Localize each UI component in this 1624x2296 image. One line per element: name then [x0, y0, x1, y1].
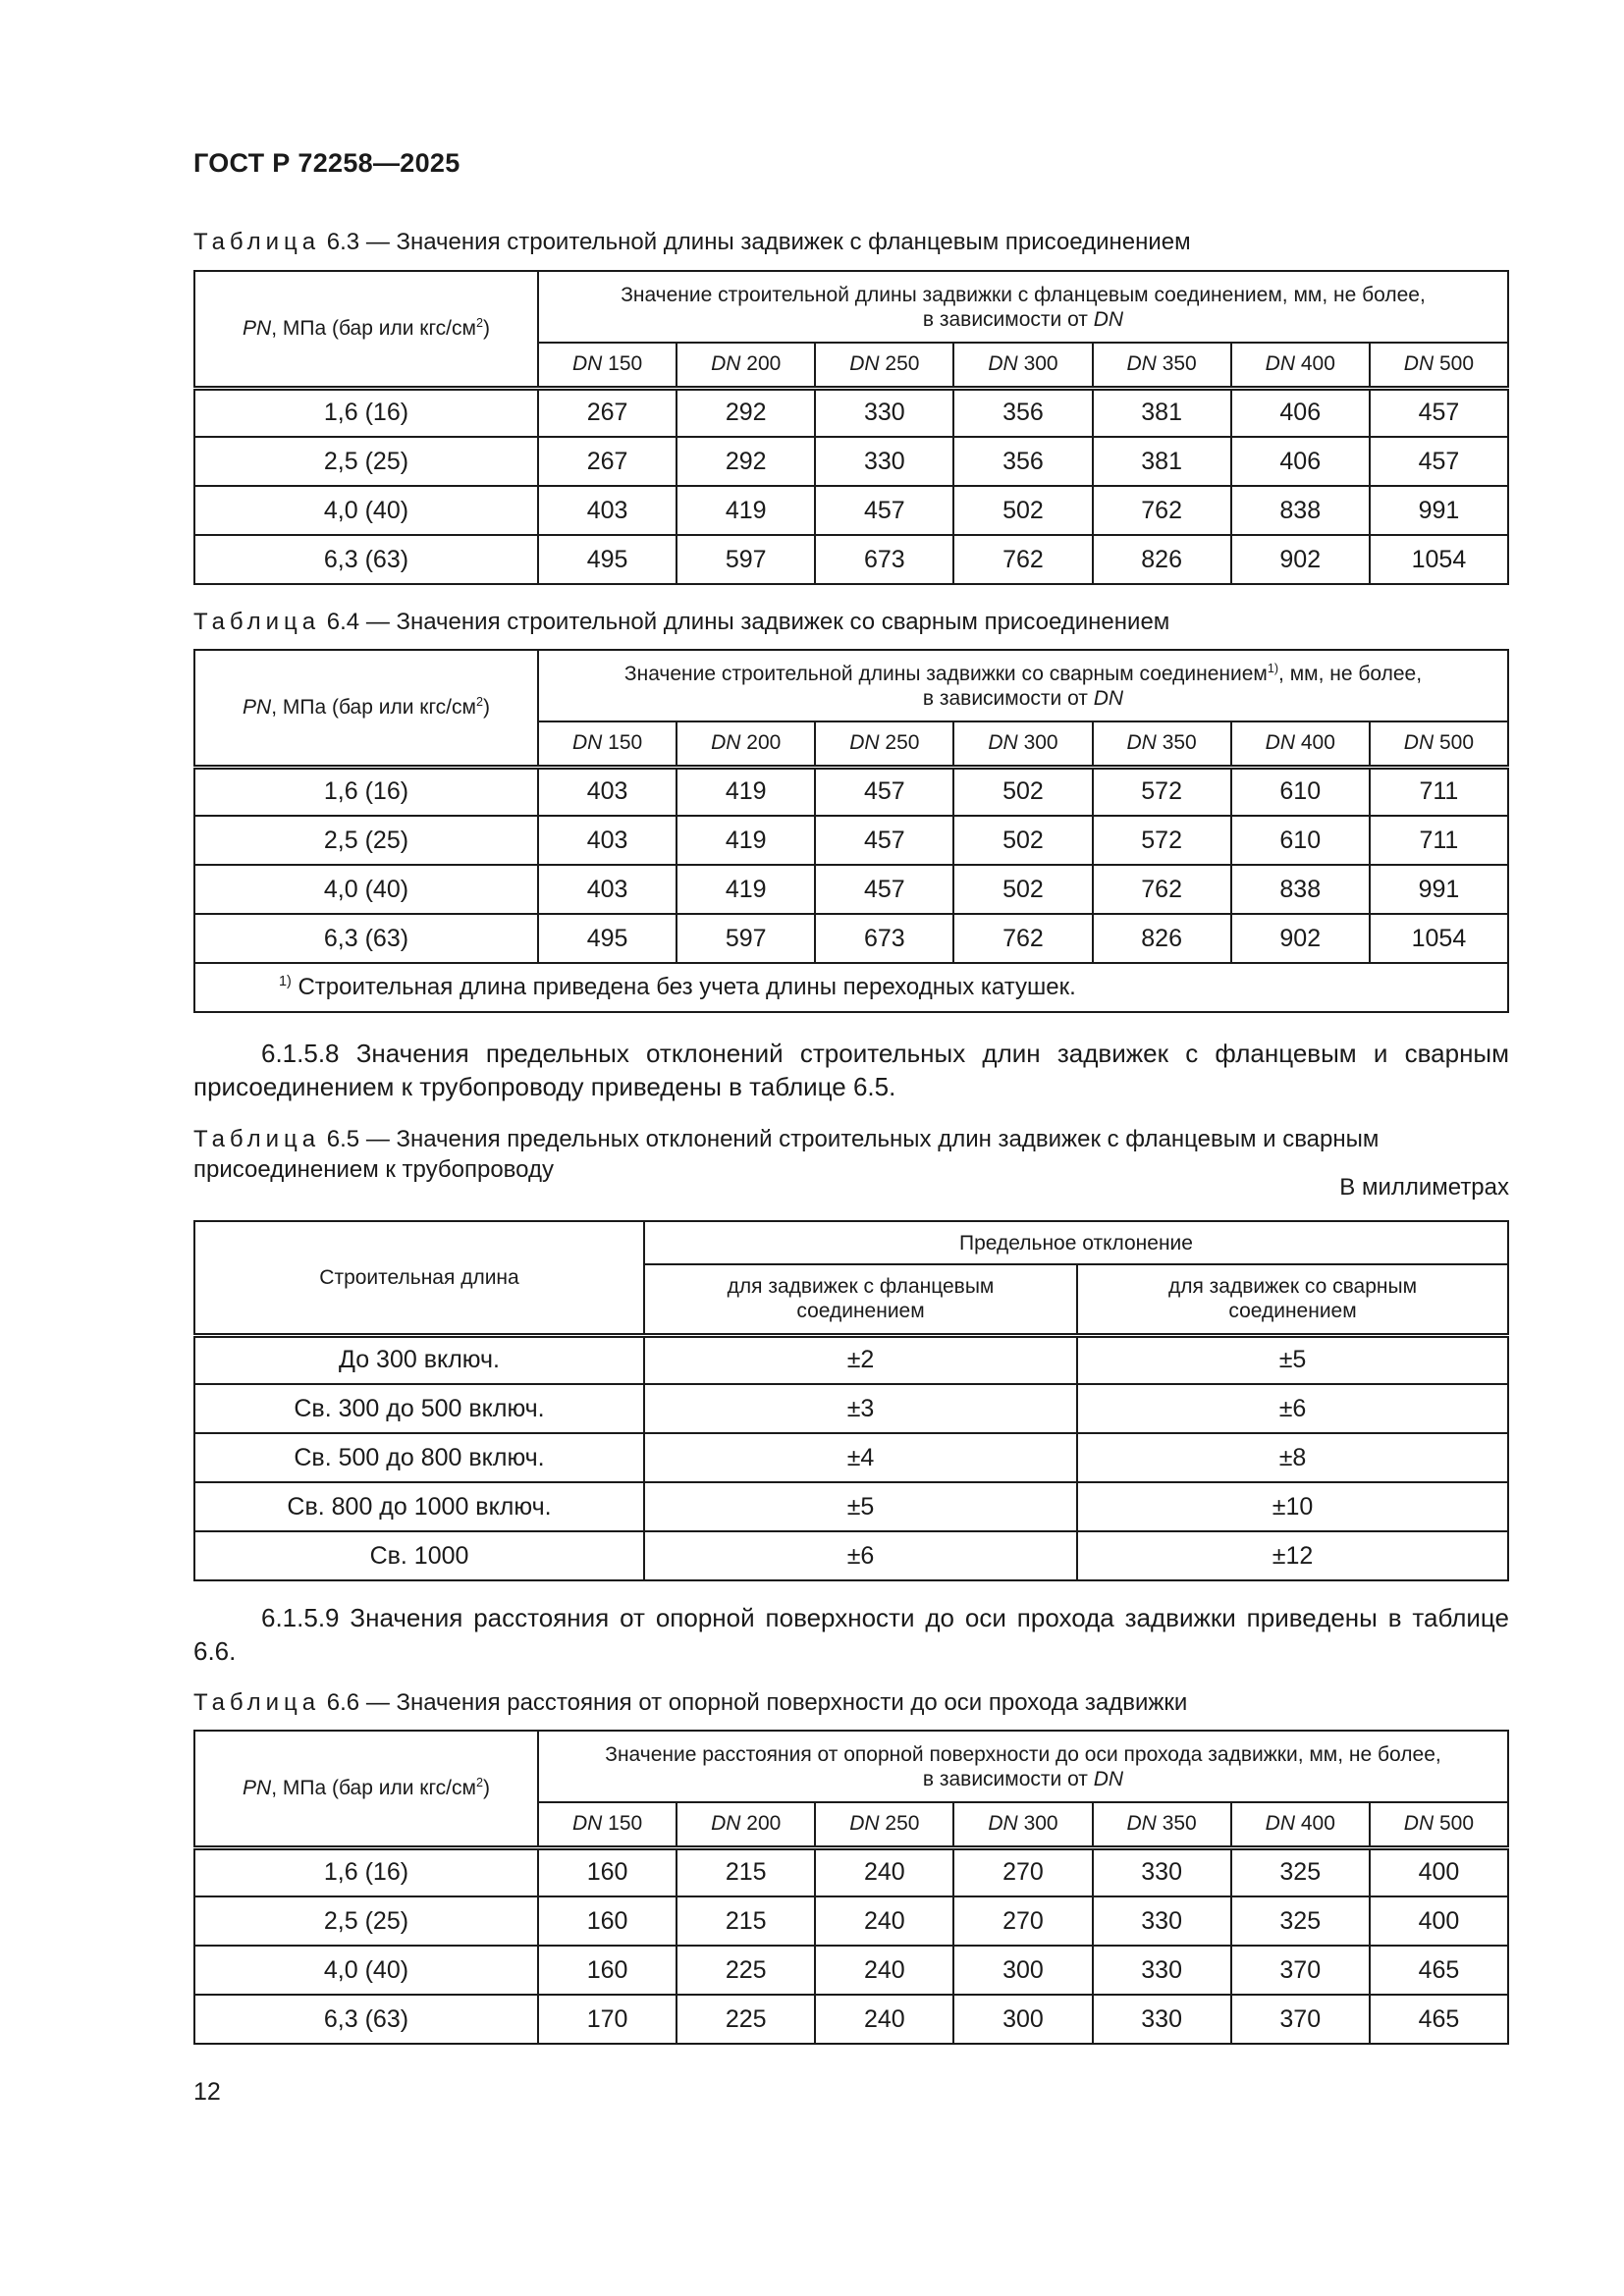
value-cell: 465	[1370, 1995, 1508, 2044]
dn-header-cell	[1370, 343, 1508, 388]
value-cell: 267	[538, 437, 677, 486]
weld-header: для задвижек со сварным соединением	[1077, 1264, 1508, 1335]
value-cell: 381	[1093, 388, 1231, 437]
table-6-5-caption	[193, 1124, 1509, 1185]
table-row	[194, 1995, 1508, 2044]
row-label-cell: 4,0 (40)	[194, 865, 538, 914]
dn-label: DN	[1126, 1812, 1157, 1836]
pn-header: PN, МПа (бар или кгс/$см^2$)	[194, 650, 538, 767]
dn-label: DN	[1126, 731, 1157, 755]
value-cell: 406	[1231, 437, 1370, 486]
value-cell: 419	[677, 767, 815, 816]
dn-header-cell	[677, 343, 815, 388]
dn-header-cell	[953, 343, 1092, 388]
dn-label: DN	[988, 352, 1018, 376]
dn-header-cell	[1093, 1802, 1231, 1847]
value-cell: 457	[815, 865, 953, 914]
table-row	[194, 437, 1508, 486]
row-label-cell: 6,3 (63)	[194, 1995, 538, 2044]
table-word: Таблица	[193, 609, 321, 635]
page-number: 12	[193, 2078, 221, 2106]
dn-label: DN	[1403, 731, 1435, 755]
value-cell: 215	[677, 1847, 815, 1896]
value-cell: 457	[815, 767, 953, 816]
row-label-cell: До 300 включ.	[194, 1335, 644, 1384]
dn-header-cell	[538, 343, 677, 388]
dn-label: DN	[1265, 731, 1295, 755]
dn-header-cell	[953, 721, 1092, 767]
table-6-6	[193, 1730, 1509, 2045]
value-cell: 762	[953, 535, 1092, 584]
value-cell: 826	[1093, 535, 1231, 584]
dn-label: DN	[571, 731, 603, 755]
dn-label: DN	[571, 1812, 603, 1836]
table-word: Таблица	[193, 229, 321, 255]
value-cell: 292	[677, 437, 815, 486]
value-cell: 403	[538, 486, 677, 535]
value-cell: 403	[538, 767, 677, 816]
dn-header-cell	[677, 721, 815, 767]
row-label-cell: Св. 800 до 1000 включ.	[194, 1482, 644, 1531]
value-cell: 225	[677, 1946, 815, 1995]
dn-label: DN	[711, 1812, 741, 1836]
row-label-cell: 2,5 (25)	[194, 816, 538, 865]
value-cell: ±12	[1077, 1531, 1508, 1580]
row-label-cell: 6,3 (63)	[194, 535, 538, 584]
caption-text: 6.3 — Значения строительной длины задвижек с фланцевым присоединением	[326, 229, 1191, 255]
dn-label: DN	[988, 731, 1018, 755]
value-cell: 826	[1093, 914, 1231, 963]
footnote-mark: 1)	[279, 974, 292, 989]
table-6-4-caption	[193, 607, 1509, 637]
dn-label: DN	[849, 1812, 880, 1836]
footnote-text: Строительная длина приведена без учета длины переходных катушек.	[291, 974, 1076, 1000]
value-cell: ±4	[644, 1433, 1077, 1482]
row-label-cell: 1,6 (16)	[194, 1847, 538, 1896]
row-label-cell: 4,0 (40)	[194, 486, 538, 535]
value-cell: 673	[815, 535, 953, 584]
dn-value: 150	[608, 352, 643, 376]
dn-value: 350	[1162, 731, 1197, 755]
table-row	[194, 1384, 1508, 1433]
row-label-cell: 1,6 (16)	[194, 767, 538, 816]
value-cell: ±8	[1077, 1433, 1508, 1482]
dn-header-cell	[1231, 1802, 1370, 1847]
dn-value: 250	[885, 731, 920, 755]
value-cell: 330	[815, 437, 953, 486]
table-row	[194, 914, 1508, 963]
dn-header-cell	[1093, 343, 1231, 388]
table-row	[194, 816, 1508, 865]
value-cell: ±6	[1077, 1384, 1508, 1433]
value-cell: 325	[1231, 1847, 1370, 1896]
dn-label: DN	[849, 731, 880, 755]
caption-text: 6.5 — Значения предельных отклонений строительных длин задвижек с фланцевым и сварным присоединением к трубопроводу	[193, 1126, 1380, 1183]
value-header: Значение строительной длины задвижки со сварным соединением$^{1)}$, мм, не более, в зависимости от DN	[538, 650, 1508, 721]
value-cell: 215	[677, 1896, 815, 1946]
table-row	[194, 1433, 1508, 1482]
value-cell: 330	[1093, 1946, 1231, 1995]
value-cell: 610	[1231, 767, 1370, 816]
footnote-cell	[194, 963, 1508, 1012]
dn-label: DN	[711, 352, 741, 376]
value-cell: ±5	[1077, 1335, 1508, 1384]
value-cell: 572	[1093, 816, 1231, 865]
dn-header-cell	[815, 343, 953, 388]
value-cell: 400	[1370, 1847, 1508, 1896]
value-cell: 300	[953, 1995, 1092, 2044]
dn-value: 250	[885, 1812, 920, 1836]
dn-header-cell	[538, 721, 677, 767]
value-cell: 457	[815, 816, 953, 865]
value-cell: 902	[1231, 535, 1370, 584]
value-cell: 762	[1093, 865, 1231, 914]
dn-value: 350	[1162, 1812, 1197, 1836]
paragraph-6-1-5-9: 6.1.5.9 Значения расстояния от опорной поверхности до оси прохода задвижки приведены в таблице 6.6.	[193, 1603, 1509, 1666]
value-cell: 1054	[1370, 535, 1508, 584]
units-note: В миллиметрах	[1339, 1174, 1509, 1201]
table-6-6-caption	[193, 1687, 1509, 1718]
value-cell: 330	[1093, 1847, 1231, 1896]
value-cell: 465	[1370, 1946, 1508, 1995]
dn-header-cell	[1231, 721, 1370, 767]
value-cell: 356	[953, 388, 1092, 437]
dn-label: DN	[571, 352, 603, 376]
value-cell: 225	[677, 1995, 815, 2044]
value-cell: 300	[953, 1946, 1092, 1995]
value-cell: 838	[1231, 865, 1370, 914]
dn-value: 400	[1300, 731, 1335, 755]
dn-header-cell	[815, 721, 953, 767]
value-cell: 457	[1370, 388, 1508, 437]
dn-value: 200	[746, 1812, 782, 1836]
value-cell: ±5	[644, 1482, 1077, 1531]
pn-header: PN, МПа (бар или кгс/$см^2$)	[194, 271, 538, 388]
value-cell: 495	[538, 914, 677, 963]
table-6-5	[193, 1220, 1509, 1581]
value-cell: 711	[1370, 816, 1508, 865]
value-cell: 406	[1231, 388, 1370, 437]
table-row	[194, 767, 1508, 816]
value-cell: ±2	[644, 1335, 1077, 1384]
row-label-cell: 4,0 (40)	[194, 1946, 538, 1995]
value-cell: 991	[1370, 486, 1508, 535]
dn-label: DN	[1265, 352, 1295, 376]
dn-label: DN	[1403, 352, 1435, 376]
value-cell: 762	[1093, 486, 1231, 535]
dn-value: 200	[746, 731, 782, 755]
value-cell: 160	[538, 1896, 677, 1946]
value-cell: 597	[677, 914, 815, 963]
value-cell: 240	[815, 1995, 953, 2044]
value-cell: 403	[538, 816, 677, 865]
value-cell: ±10	[1077, 1482, 1508, 1531]
dn-header-cell	[1370, 1802, 1508, 1847]
dn-header-cell	[1093, 721, 1231, 767]
table-row	[194, 1531, 1508, 1580]
dn-value: 150	[608, 731, 643, 755]
value-cell: 370	[1231, 1995, 1370, 2044]
value-cell: 267	[538, 388, 677, 437]
dn-header-cell	[677, 1802, 815, 1847]
value-cell: 240	[815, 1896, 953, 1946]
table-row	[194, 486, 1508, 535]
paragraph-6-1-5-8: 6.1.5.8 Значения предельных отклонений строительных длин задвижек с фланцевым и сварным присоединением к трубопроводу приведены в таблице 6.5.	[193, 1039, 1509, 1101]
dn-value: 300	[1023, 731, 1058, 755]
value-cell: 1054	[1370, 914, 1508, 963]
value-cell: 419	[677, 865, 815, 914]
length-header: Строительная длина	[194, 1221, 644, 1335]
row-label-cell: Св. 1000	[194, 1531, 644, 1580]
dn-label: DN	[711, 731, 741, 755]
value-cell: 292	[677, 388, 815, 437]
value-cell: 419	[677, 816, 815, 865]
value-cell: 370	[1231, 1946, 1370, 1995]
value-cell: 673	[815, 914, 953, 963]
table-row	[194, 1482, 1508, 1531]
dn-header-cell	[538, 1802, 677, 1847]
table-row	[194, 1847, 1508, 1896]
dn-value: 300	[1023, 352, 1058, 376]
caption-text: 6.6 — Значения расстояния от опорной поверхности до оси прохода задвижки	[326, 1689, 1188, 1716]
dn-value: 250	[885, 352, 920, 376]
table-6-4	[193, 649, 1509, 1013]
row-label-cell: 6,3 (63)	[194, 914, 538, 963]
dn-value: 500	[1438, 1812, 1475, 1836]
table-row	[194, 1946, 1508, 1995]
table-row	[194, 535, 1508, 584]
table-row	[194, 388, 1508, 437]
dn-label: DN	[849, 352, 880, 376]
pn-header: PN, МПа (бар или кгс/$см^2$)	[194, 1731, 538, 1847]
footnote-row	[194, 963, 1508, 1012]
dn-value: 500	[1438, 352, 1475, 376]
value-cell: ±3	[644, 1384, 1077, 1433]
value-cell: 330	[1093, 1995, 1231, 2044]
dn-label: DN	[988, 1812, 1018, 1836]
value-cell: 403	[538, 865, 677, 914]
dn-value: 500	[1438, 731, 1475, 755]
value-cell: 356	[953, 437, 1092, 486]
dn-label: DN	[1126, 352, 1157, 376]
value-cell: 170	[538, 1995, 677, 2044]
value-cell: 330	[1093, 1896, 1231, 1946]
value-cell: 502	[953, 816, 1092, 865]
value-cell: 711	[1370, 767, 1508, 816]
value-cell: 419	[677, 486, 815, 535]
value-cell: 597	[677, 535, 815, 584]
value-cell: 270	[953, 1896, 1092, 1946]
dn-value: 200	[746, 352, 782, 376]
dn-label: DN	[1403, 1812, 1435, 1836]
value-cell: 330	[815, 388, 953, 437]
value-cell: 457	[815, 486, 953, 535]
dn-value: 350	[1162, 352, 1197, 376]
value-cell: 991	[1370, 865, 1508, 914]
value-cell: 502	[953, 486, 1092, 535]
dn-header-cell	[1231, 343, 1370, 388]
value-cell: 160	[538, 1847, 677, 1896]
caption-text: 6.4 — Значения строительной длины задвижек со сварным присоединением	[326, 609, 1170, 635]
value-cell: 270	[953, 1847, 1092, 1896]
value-header: Значение расстояния от опорной поверхности до оси прохода задвижки, мм, не более, в зависимости от DN	[538, 1731, 1508, 1802]
value-cell: 610	[1231, 816, 1370, 865]
dn-value: 150	[608, 1812, 643, 1836]
table-word: Таблица	[193, 1689, 321, 1716]
value-cell: 502	[953, 767, 1092, 816]
dn-value: 400	[1300, 1812, 1335, 1836]
row-label-cell: 1,6 (16)	[194, 388, 538, 437]
value-cell: 325	[1231, 1896, 1370, 1946]
flange-header: для задвижек с фланцевым соединением	[644, 1264, 1077, 1335]
table-6-3-caption	[193, 227, 1509, 257]
value-cell: 762	[953, 914, 1092, 963]
dn-label: DN	[1265, 1812, 1295, 1836]
value-cell: 838	[1231, 486, 1370, 535]
value-cell: 160	[538, 1946, 677, 1995]
value-cell: 457	[1370, 437, 1508, 486]
table-row	[194, 1896, 1508, 1946]
value-header: Значение строительной длины задвижки с фланцевым соединением, мм, не более, в зависимости от DN	[538, 271, 1508, 343]
row-label-cell: 2,5 (25)	[194, 1896, 538, 1946]
value-cell: 400	[1370, 1896, 1508, 1946]
value-cell: 502	[953, 865, 1092, 914]
dn-header-cell	[953, 1802, 1092, 1847]
dn-value: 300	[1023, 1812, 1058, 1836]
document-header: ГОСТ Р 72258—2025	[193, 148, 460, 178]
dn-header-cell	[815, 1802, 953, 1847]
table-word: Таблица	[193, 1126, 321, 1152]
value-cell: ±6	[644, 1531, 1077, 1580]
value-cell: 902	[1231, 914, 1370, 963]
table-row	[194, 865, 1508, 914]
value-cell: 572	[1093, 767, 1231, 816]
deviation-header: Предельное отклонение	[644, 1221, 1508, 1264]
table-row	[194, 1335, 1508, 1384]
value-cell: 381	[1093, 437, 1231, 486]
table-6-3	[193, 270, 1509, 585]
value-cell: 495	[538, 535, 677, 584]
dn-header-cell	[1370, 721, 1508, 767]
value-cell: 240	[815, 1847, 953, 1896]
row-label-cell: Св. 500 до 800 включ.	[194, 1433, 644, 1482]
dn-value: 400	[1300, 352, 1335, 376]
value-cell: 240	[815, 1946, 953, 1995]
row-label-cell: Св. 300 до 500 включ.	[194, 1384, 644, 1433]
row-label-cell: 2,5 (25)	[194, 437, 538, 486]
